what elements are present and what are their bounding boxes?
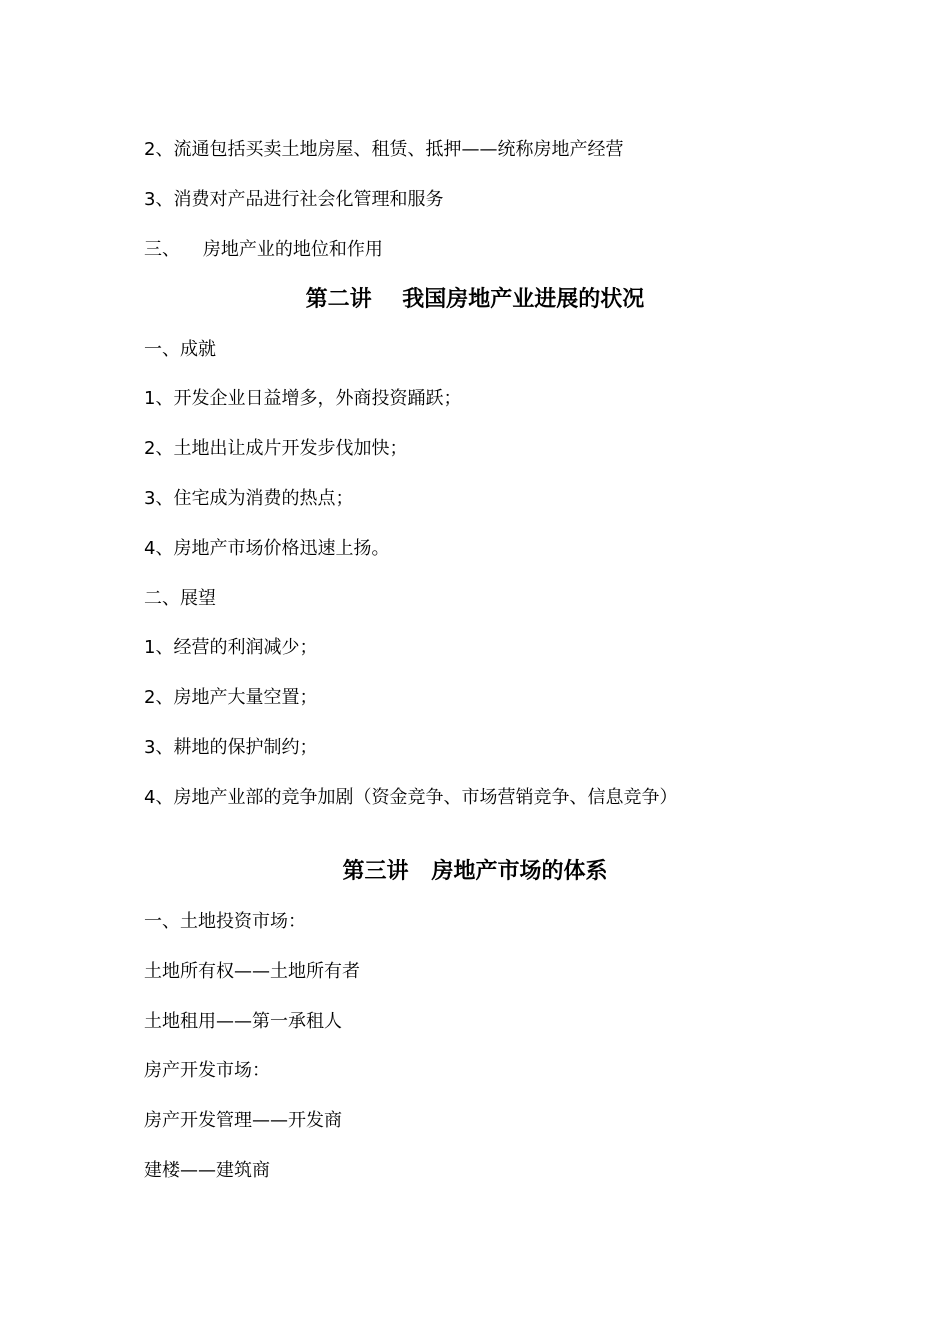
list-item: 建楼——建筑商 bbox=[144, 1160, 270, 1181]
list-item: 2、土地出让成片开发步伐加快； bbox=[144, 438, 408, 459]
list-item: 1、开发企业日益增多，外商投资踊跃； bbox=[144, 388, 462, 409]
list-item: 2、房地产大量空置； bbox=[144, 687, 318, 708]
section-heading-status-role: 三、 房地产业的地位和作用 bbox=[144, 239, 383, 260]
subheading-development-market: 房产开发市场： bbox=[144, 1060, 270, 1081]
list-item: 房产开发管理——开发商 bbox=[144, 1110, 342, 1131]
subheading-achievements: 一、成就 bbox=[144, 339, 216, 360]
list-item: 土地所有权——土地所有者 bbox=[144, 961, 360, 982]
paragraph-circulation: 2、流通包括买卖土地房屋、租赁、抵押——统称房地产经营 bbox=[144, 139, 624, 160]
list-item: 4、房地产市场价格迅速上扬。 bbox=[144, 538, 390, 559]
list-item: 土地租用——第一承租人 bbox=[144, 1011, 342, 1032]
list-item: 1、经营的利润减少； bbox=[144, 637, 318, 658]
subheading-outlook: 二、展望 bbox=[144, 588, 216, 609]
list-item: 3、住宅成为消费的热点； bbox=[144, 488, 354, 509]
lecture-3-title: 第三讲 房地产市场的体系 bbox=[342, 859, 608, 884]
paragraph-consumption: 3、消费对产品进行社会化管理和服务 bbox=[144, 189, 444, 210]
subheading-land-market: 一、土地投资市场： bbox=[144, 911, 306, 932]
lecture-2-title: 第二讲 我国房地产业进展的状况 bbox=[305, 287, 645, 312]
list-item: 4、房地产业部的竞争加剧（资金竞争、市场营销竞争、信息竞争） bbox=[144, 787, 678, 808]
list-item: 3、耕地的保护制约； bbox=[144, 737, 318, 758]
